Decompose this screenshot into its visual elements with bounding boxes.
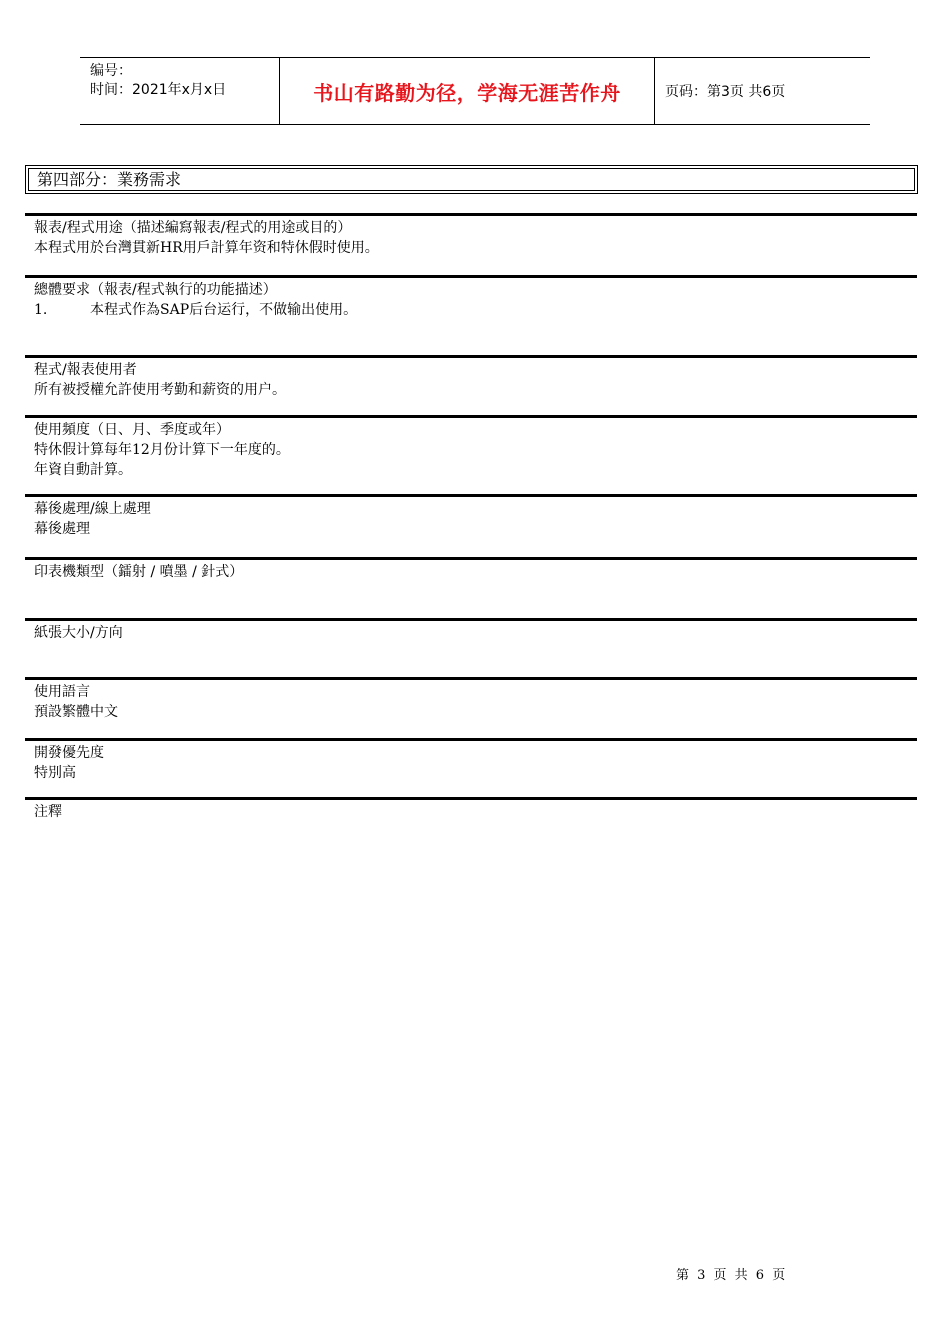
section-text: 本程式用於台灣貫新HR用戶計算年资和特休假时使用。 (34, 240, 379, 256)
document-time: 时间：2021年x月x日 (90, 82, 227, 98)
section-title: 印表機類型（鐳射 / 噴墨 / 針式） (34, 564, 244, 580)
header-motto-cell (280, 58, 655, 124)
section-purpose (25, 213, 917, 258)
section-paper-size (25, 618, 917, 643)
section-notes (25, 797, 917, 822)
section-title: 程式/報表使用者 (34, 362, 137, 378)
section-title: 幕後處理/線上處理 (34, 501, 151, 517)
part-title: 第四部分：業務需求 (28, 168, 915, 191)
section-title: 使用語言 (34, 684, 90, 700)
section-title: 開發優先度 (34, 745, 104, 761)
section-title: 報表/程式用途（描述編寫報表/程式的用途或目的） (34, 220, 352, 236)
item-number: 1. (34, 302, 48, 318)
section-printer-type (25, 557, 917, 582)
document-number: 编号： (90, 63, 132, 79)
item-text: 本程式作為SAP后台运行，不做输出使用。 (90, 302, 358, 318)
section-priority (25, 738, 917, 783)
section-text: 特別高 (34, 765, 76, 781)
motto: 书山有路勤为径，学海无涯苦作舟 (313, 80, 621, 105)
section-processing-mode (25, 494, 917, 539)
numbered-item (34, 300, 917, 320)
page-header (80, 57, 870, 125)
section-text: 預設繁體中文 (34, 704, 118, 720)
section-frequency (25, 415, 917, 480)
section-text: 年資自動計算。 (34, 462, 132, 478)
page-footer: 第 3 页 共 6 页 (676, 1268, 786, 1283)
section-title: 紙張大小/方向 (34, 625, 123, 641)
header-page-info: 页码：第3页 共6页 (665, 84, 786, 100)
section-title: 總體要求（報表/程式執行的功能描述） (34, 282, 277, 298)
section-users (25, 355, 917, 400)
section-language (25, 677, 917, 722)
header-meta (80, 58, 280, 124)
section-text: 幕後處理 (34, 521, 90, 537)
section-text: 所有被授權允許使用考勤和薪资的用户。 (34, 382, 286, 398)
part-title-box (25, 165, 918, 194)
section-title: 注釋 (34, 804, 62, 820)
section-overall-requirements (25, 275, 917, 320)
section-text: 特休假计算每年12月份计算下一年度的。 (34, 442, 290, 458)
section-title: 使用頻度（日、月、季度或年） (34, 422, 230, 438)
